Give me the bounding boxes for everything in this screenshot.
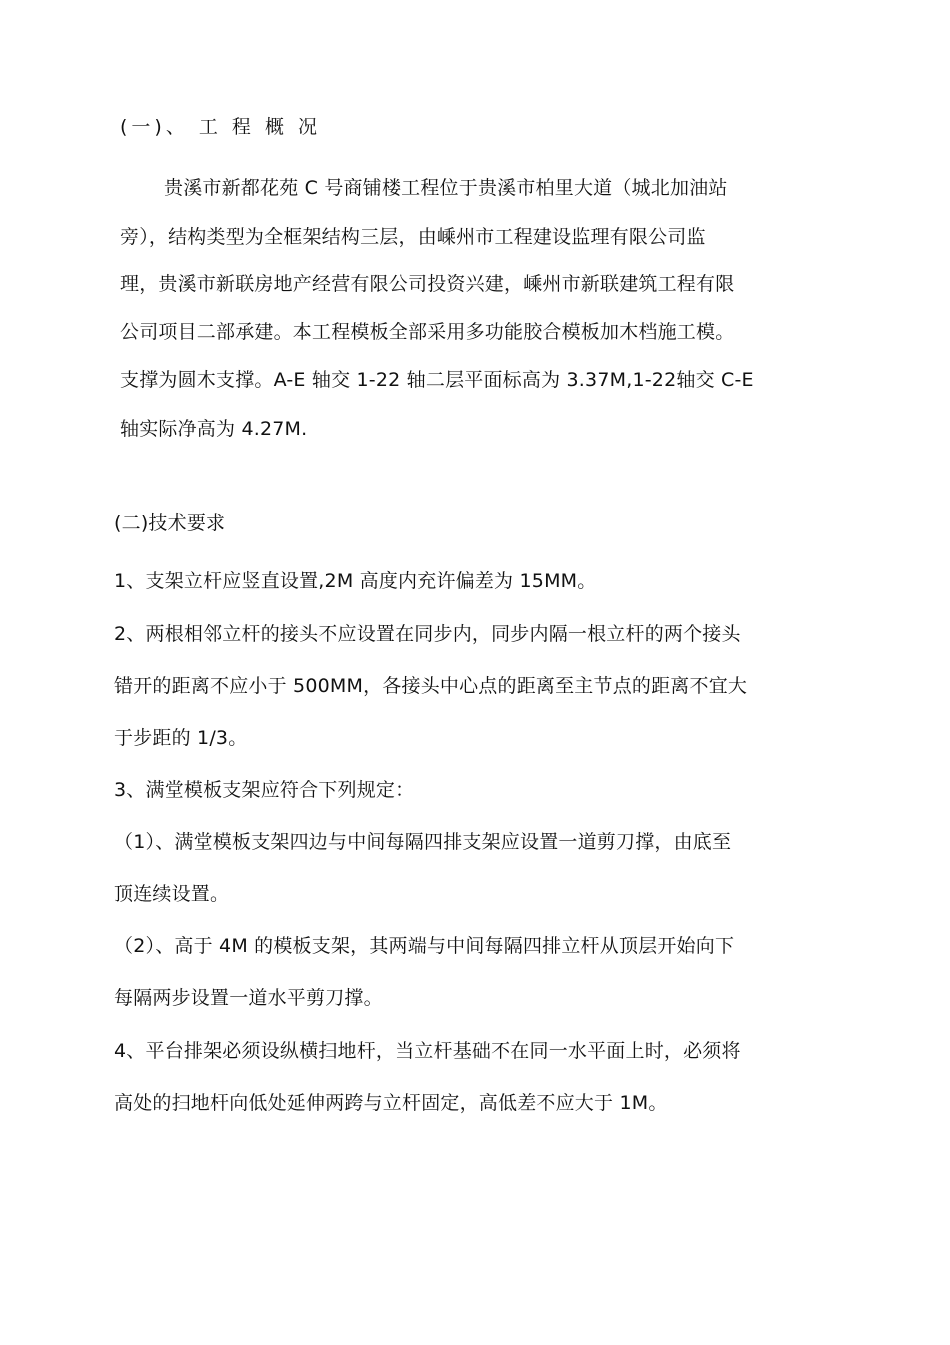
paragraph-line: 旁），结构类型为全框架结构三层，由嵊州市工程建设监理有限公司监 xyxy=(120,226,706,248)
requirement-line: 每隔两步设置一道水平剪刀撑。 xyxy=(114,987,383,1009)
requirement-line: 1、支架立杆应竖直设置,2M 高度内充许偏差为 15MM。 xyxy=(114,570,597,592)
requirement-line: 2、两根相邻立杆的接头不应设置在同步内，同步内隔一根立杆的两个接头 xyxy=(114,623,741,645)
requirement-line: 高处的扫地杆向低处延伸两跨与立杆固定，高低差不应大于 1M。 xyxy=(114,1092,668,1114)
section-heading-technical-requirements: (二)技术要求 xyxy=(114,512,226,534)
paragraph-line: 公司项目二部承建。本工程模板全部采用多功能胶合模板加木档施工模。 xyxy=(120,321,735,343)
paragraph-line: 理，贵溪市新联房地产经营有限公司投资兴建，嵊州市新联建筑工程有限 xyxy=(120,273,735,295)
requirement-line: 3、满堂模板支架应符合下列规定： xyxy=(114,779,415,801)
requirement-line: 于步距的 1/3。 xyxy=(114,727,248,749)
section-heading-project-overview: (一)、 工 程 概 况 xyxy=(120,116,321,138)
requirement-line: 顶连续设置。 xyxy=(114,883,230,905)
paragraph-line: 轴实际净高为 4.27M. xyxy=(120,418,308,440)
requirement-line: 错开的距离不应小于 500MM，各接头中心点的距离至主节点的距离不宜大 xyxy=(114,675,748,697)
requirement-line: （1）、满堂模板支架四边与中间每隔四排支架应设置一道剪刀撑，由底至 xyxy=(114,831,732,853)
paragraph-line: 贵溪市新都花苑 C 号商铺楼工程位于贵溪市柏里大道（城北加油站 xyxy=(164,177,728,199)
requirement-line: （2）、高于 4M 的模板支架，其两端与中间每隔四排立杆从顶层开始向下 xyxy=(114,935,735,957)
paragraph-line: 支撑为圆木支撑。A-E 轴交 1-22 轴二层平面标高为 3.37M,1-22轴交 C-E xyxy=(120,369,754,391)
requirement-line: 4、平台排架必须设纵横扫地杆，当立杆基础不在同一水平面上时，必须将 xyxy=(114,1040,741,1062)
